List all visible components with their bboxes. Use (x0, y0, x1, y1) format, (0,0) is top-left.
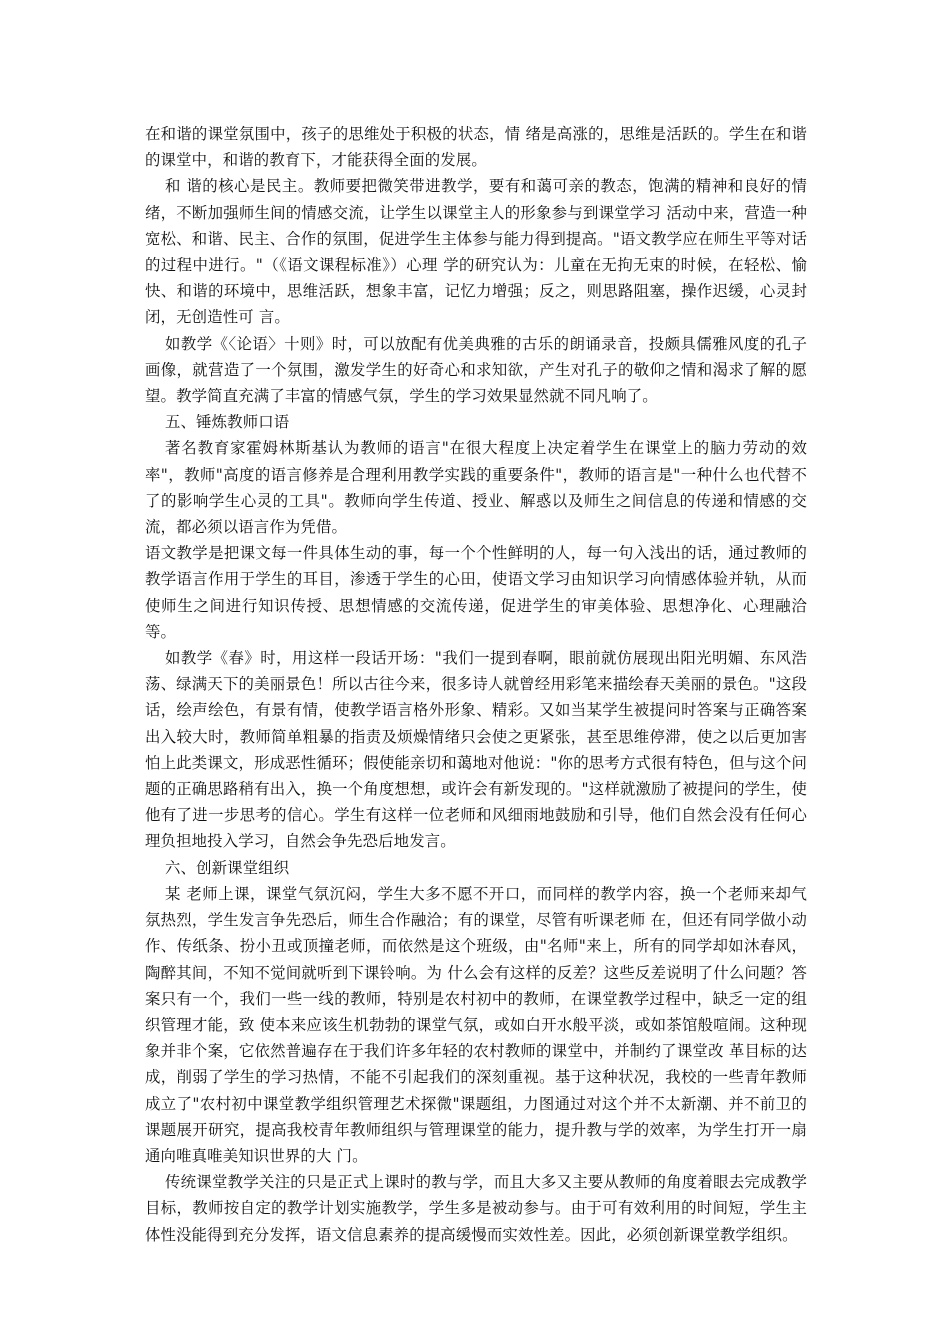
document-page (145, 121, 807, 1248)
paragraph-spring-example: 如教学《春》时，用这样一段话开场："我们一提到春啊，眼前就仿展现出阳光明媚、东风浩荡、绿满天下的美丽景色！所以古往今来，很多诗人就曾经用彩笔来描绘春天美丽的景色。"这段话，绘声绘色，有景有情，使教学语言格外形象、精彩。又如当某学生被提问时答案与正确答案出入较大时，教师简单粗暴的指责及烦燥情绪只会使之更紧张，甚至思维停滞，使之以后更加害怕上此类课文，形成恶性循环；假使能亲切和蔼地对他说："你的思考方式很有特色，但与这个问题的正确思路稍有出入，换一个角度想想，或许会有新发现的。"这样就激励了被提问的学生，使他有了进一步思考的信心。学生有这样一位老师和风细雨地鼓励和引导，他们自然会没有任何心理负担地投入学习，自然会争先恐后地发言。 (145, 649, 807, 851)
section-heading-teacher-speech: 五、锤炼教师口语 (165, 413, 290, 432)
paragraph-democracy-core: 和 谐的核心是民主。教师要把微笑带进教学，要有和蔼可亲的教态，饱满的精神和良好的情绪，不断加强师生间的情感交流，让学生以课堂主人的形象参与到课堂学习 活动中来，营造一种宽松、和谐、民主、合作的氛围，促进学生主体参与能力得到提高。"语文教学应在师生平等对话的过程中进行。"（《语文课程标准》）心理 学的研究认为：儿童在无拘无束的时候，在轻松、愉快、和谐的环境中，思维活跃，想象丰富，记忆力增强；反之，则思路阻塞，操作迟缓，心灵封闭，无创造性可 言。 (145, 177, 807, 327)
section-heading-classroom-organization: 六、创新课堂组织 (165, 858, 290, 877)
paragraph-harmony-intro: 在和谐的课堂氛围中，孩子的思维处于积极的状态，情 绪是高涨的，思维是活跃的。学生在和谐的课堂中，和谐的教育下，才能获得全面的发展。 (145, 125, 807, 170)
paragraph-chinese-teaching-language: 语文教学是把课文每一件具体生动的事，每一个个性鲜明的人，每一句入浅出的话，通过教师的教学语言作用于学生的耳目，渗透于学生的心田，使语文学习由知识学习向情感体验并轨，从而使师生之间进行知识传授、思想情感的交流传递，促进学生的审美体验、思想净化、心理融洽等。 (145, 544, 807, 641)
paragraph-classroom-contrast: 某 老师上课，课堂气氛沉闷，学生大多不愿不开口，而同样的教学内容，换一个老师来却气氛热烈，学生发言争先恐后，师生合作融洽；有的课堂，尽管有听课老师 在，但还有同学做小动作、传纸条、扮小丑或顶撞老师，而依然是这个班级，由"名师"来上，所有的同学却如沐春风，陶醉其间，不知不觉间就听到下课铃响。为 什么会有这样的反差？这些反差说明了什么问题？答案只有一个，我们一些一线的教师，特别是农村初中的教师，在课堂教学过程中，缺乏一定的组织管理才能，致 使本来应该生机勃勃的课堂气氛，或如白开水般平淡，或如茶馆般喧闹。这种现象并非个案，它依然普遍存在于我们许多年轻的农村教师的课堂中，并制约了课堂改 革目标的达成，削弱了学生的学习热情，不能不引起我们的深刻重视。基于这种状况，我校的一些青年教师成立了"农村初中课堂教学组织管理艺术探微"课题组，力图通过对这个并不太新潮、并不前卫的课题展开研究，提高我校青年教师组织与管理课堂的能力，提升教与学的效率，为学生打开一扇通向唯真唯美知识世界的大 门。 (145, 884, 807, 1165)
paragraph-traditional-teaching: 传统课堂教学关注的只是正式上课时的教与学，而且大多又主要从教师的角度着眼去完成教学目标，教师按自定的教学计划实施教学，学生多是被动参与。由于可有效利用的时间短，学生主体性没能得到充分发挥，语文信息素养的提高缓慢而实效性差。因此，必须创新课堂教学组织。 (145, 1173, 807, 1244)
paragraph-sukhomlinsky-quote: 著名教育家霍姆林斯基认为教师的语言"在很大程度上决定着学生在课堂上的脑力劳动的效率"，教师"高度的语言修养是合理利用教学实践的重要条件"，教师的语言是"一种什么也代替不了的影响学生心灵的工具"。教师向学生传道、授业、解惑以及师生之间信息的传递和情感的交流，都必须以语言作为凭借。 (145, 439, 807, 537)
paragraph-analects-example: 如教学《〈论语〉十则》时，可以放配有优美典雅的古乐的朗诵录音，投颇具儒雅风度的孔子画像，就营造了一个氛围，激发学生的好奇心和求知欲，产生对孔子的敬仰之情和渴求了解的愿望。教学简直充满了丰富的情感气氛，学生的学习效果显然就不同凡响了。 (145, 334, 807, 406)
